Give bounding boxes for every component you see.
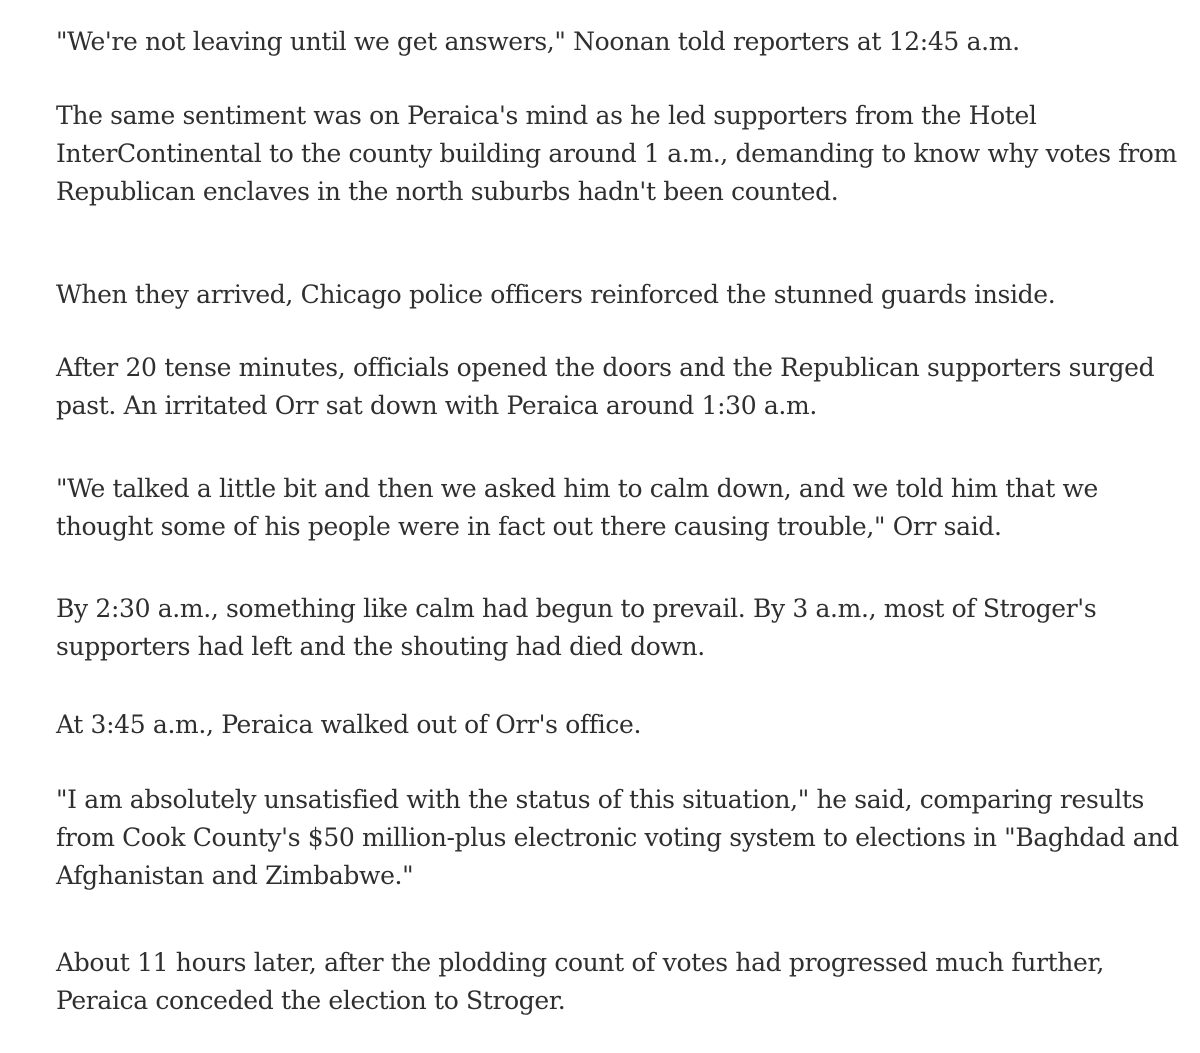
paragraph-orr-quote: "We talked a little bit and then we asked him to calm down, and we told him that we thought some of his people were in fact out there causing trouble," Orr said. <box>56 474 1098 541</box>
paragraph-peraica-supporters: The same sentiment was on Peraica's mind as he led supporters from the Hotel InterContinental to the county building around 1 a.m., demanding to know why votes from Republican enclaves in the north suburbs hadn't been counted. <box>56 101 1177 206</box>
paragraph-calm-prevails: By 2:30 a.m., something like calm had begun to prevail. By 3 a.m., most of Stroger's supporters had left and the shouting had died down. <box>56 594 1097 661</box>
paragraph-peraica-leaves: At 3:45 a.m., Peraica walked out of Orr's office. <box>56 710 642 739</box>
paragraph-police-arrival: When they arrived, Chicago police officers reinforced the stunned guards inside. <box>56 280 1056 309</box>
paragraph-concession: About 11 hours later, after the plodding count of votes had progressed much further, Peraica conceded the election to Stroger. <box>56 948 1104 1015</box>
paragraph-noonan-quote: "We're not leaving until we get answers," Noonan told reporters at 12:45 a.m. <box>56 27 1020 56</box>
paragraph-peraica-quote: "I am absolutely unsatisfied with the status of this situation," he said, comparing results from Cook County's $50 million-plus electronic voting system to elections in "Baghdad and Afghanistan and Zimbabwe." <box>56 785 1179 890</box>
paragraph-doors-opened: After 20 tense minutes, officials opened the doors and the Republican supporters surged past. An irritated Orr sat down with Peraica around 1:30 a.m. <box>56 353 1155 420</box>
